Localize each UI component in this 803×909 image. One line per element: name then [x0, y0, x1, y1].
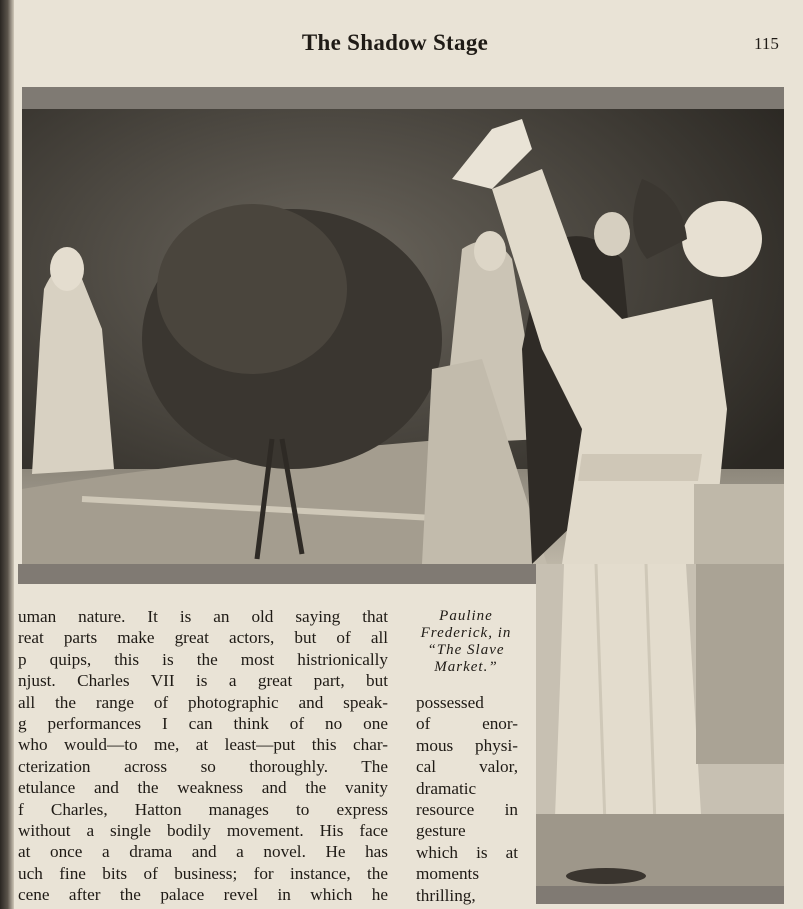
- caption-line: Market.”: [434, 659, 498, 675]
- text-line: etulance and the weakness and the vanity: [18, 778, 388, 798]
- photo-side-bottom-rule: [536, 886, 784, 904]
- photograph-gown-icon: [536, 564, 784, 886]
- body-text-main-column: [18, 606, 388, 906]
- text-line: thrilling,: [416, 885, 476, 905]
- text-line: at once a drama and a novel. He has: [18, 842, 388, 862]
- text-line: reat parts make great actors, but of all: [18, 628, 388, 648]
- text-line: who would—to me, at least—put this char-: [18, 735, 388, 755]
- text-line: mous physi-: [416, 735, 518, 755]
- text-line: g performances I can think of no one: [18, 714, 388, 734]
- text-line: possessed: [416, 693, 484, 712]
- photograph-scene-icon: [22, 109, 784, 564]
- text-line: uch fine bits of business; for instance, the: [18, 863, 388, 883]
- photograph: [22, 109, 784, 564]
- running-head-title: The Shadow Stage: [301, 30, 489, 55]
- text-line: gesture: [416, 821, 466, 841]
- text-line: without a single bodily movement. His face: [18, 821, 388, 841]
- text-line: resource in: [416, 800, 518, 820]
- body-text-narrow-column: [416, 692, 518, 906]
- text-line: uman nature. It is an old saying that: [18, 607, 388, 626]
- text-line: moments: [416, 864, 480, 884]
- text-line: of enor-: [416, 714, 518, 734]
- photo-top-rule: [22, 87, 784, 109]
- text-line: all the range of photographic and speak-: [18, 692, 388, 712]
- text-line: f Charles, Hatton manages to express: [18, 799, 388, 819]
- caption-line: Pauline: [439, 608, 493, 624]
- caption-line: “The Slave: [427, 642, 505, 658]
- text-line: which is at: [416, 842, 518, 862]
- text-line: cene after the palace revel in which he: [18, 885, 388, 905]
- photo-caption: [414, 608, 518, 676]
- photo-bottom-rule: [18, 564, 536, 584]
- text-line: cal valor,: [416, 757, 518, 777]
- photograph-continuation: [536, 564, 784, 886]
- text-line: cterization across so thoroughly. The: [18, 756, 388, 776]
- page-number: 115: [754, 34, 779, 53]
- text-line: p quips, this is the most histrionically: [18, 649, 388, 669]
- page-gutter-shadow: [0, 0, 14, 909]
- text-line: dramatic: [416, 778, 477, 798]
- text-line: njust. Charles VII is a great part, but: [18, 671, 388, 691]
- caption-line: Frederick, in: [420, 625, 512, 641]
